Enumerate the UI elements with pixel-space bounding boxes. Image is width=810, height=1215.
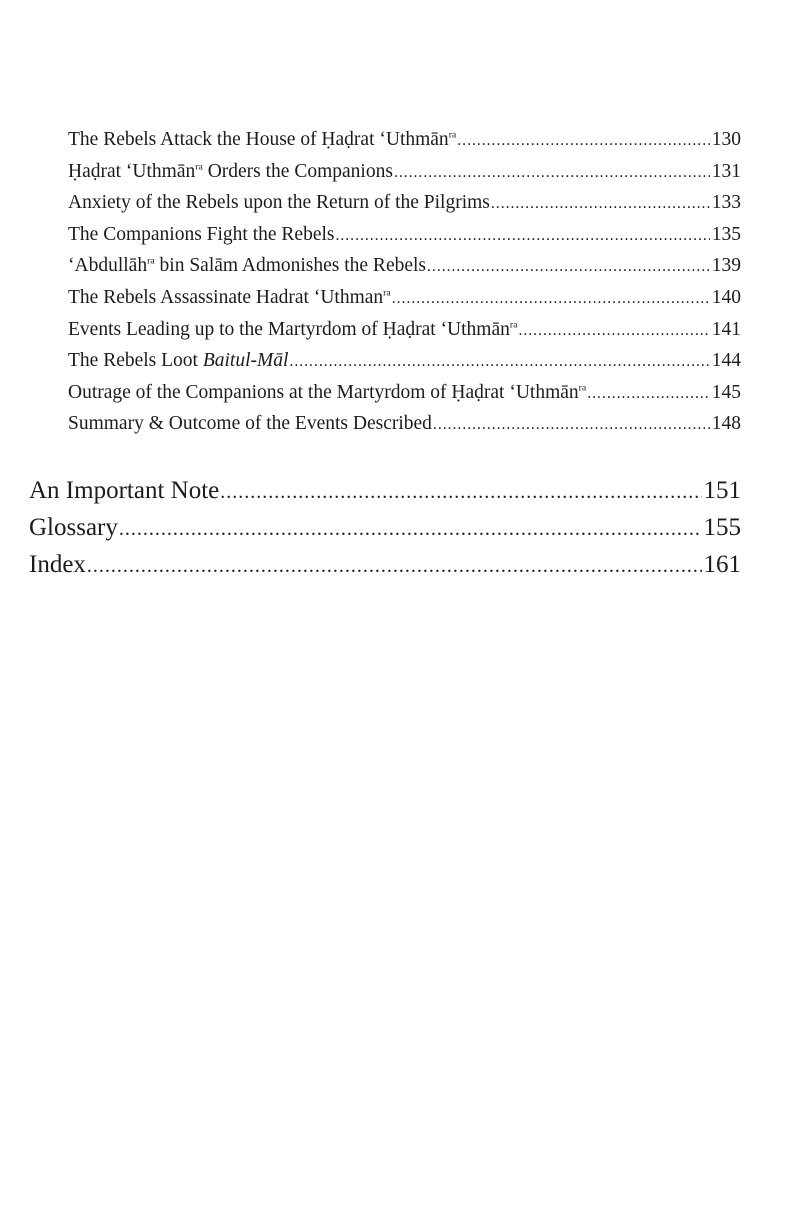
page-number: 130 [711, 129, 741, 150]
page-number: 131 [711, 160, 741, 182]
toc-entry[interactable] [68, 282, 741, 314]
page-number: 161 [703, 551, 741, 578]
dot-leader [119, 511, 702, 548]
toc-entry-index[interactable] [29, 546, 741, 583]
toc-entry[interactable] [68, 219, 741, 251]
toc-entry[interactable] [68, 377, 741, 409]
page-number: 151 [703, 477, 741, 504]
toc-entry[interactable] [68, 124, 741, 156]
entry-title: An Important Note [29, 477, 220, 504]
toc-entry-glossary[interactable] [29, 509, 741, 546]
toc-entry[interactable] [68, 187, 741, 219]
dot-leader [289, 346, 709, 378]
dot-leader [433, 409, 710, 441]
dot-leader [87, 548, 702, 585]
page-number: 148 [711, 413, 741, 435]
page-number: 144 [711, 350, 741, 372]
page-number: 140 [711, 286, 741, 308]
entry-title: Glossary [29, 514, 118, 541]
entry-title: The Rebels Loot Baitul-Māl [68, 350, 289, 372]
dot-leader [394, 157, 710, 189]
entry-title: The Companions Fight the Rebels [68, 223, 335, 245]
entry-title: Outrage of the Companions at the Martyrdom of Ḥaḍrat ‘Uthmān$^{ra}$ [68, 381, 587, 403]
entry-title: Events Leading up to the Martyrdom of Ḥaḍrat ‘Uthmān$^{ra}$ [68, 318, 518, 340]
page-number: 141 [711, 318, 741, 340]
dot-leader [457, 125, 709, 157]
entry-title: Index [29, 551, 86, 578]
toc-entry[interactable] [68, 314, 741, 346]
main-entry-list [29, 472, 741, 583]
toc-entry[interactable] [68, 250, 741, 282]
dot-leader [518, 315, 709, 347]
dot-leader [587, 378, 710, 410]
page-number: 135 [711, 223, 741, 245]
dot-leader [491, 188, 710, 220]
toc-entry[interactable] [68, 408, 741, 440]
sub-entry-list [68, 124, 741, 440]
page-number: 145 [711, 381, 741, 403]
toc-entry[interactable] [68, 156, 741, 188]
toc-entry[interactable] [68, 345, 741, 377]
page-number: 155 [703, 514, 741, 541]
entry-title: Anxiety of the Rebels upon the Return of the Pilgrims [68, 192, 490, 214]
page-number: 133 [711, 192, 741, 214]
page-number: 139 [711, 255, 741, 277]
entry-title: Summary & Outcome of the Events Described [68, 413, 432, 435]
toc-entry-important-note[interactable] [29, 472, 741, 509]
dot-leader [392, 283, 710, 315]
entry-title: The Rebels Assassinate Hadrat ‘Uthman$^{ra}$ [68, 286, 391, 308]
entry-title: The Rebels Attack the House of Ḥaḍrat ‘Uthmān$^{ra}$ [68, 129, 457, 150]
entry-title: ‘Abdullāh$^{ra}$ bin Salām Admonishes the Rebels [68, 255, 427, 277]
dot-leader [335, 220, 709, 252]
dot-leader [220, 474, 701, 511]
dot-leader [427, 251, 710, 283]
entry-title: Ḥaḍrat ‘Uthmān$^{ra}$ Orders the Companions [68, 160, 393, 182]
